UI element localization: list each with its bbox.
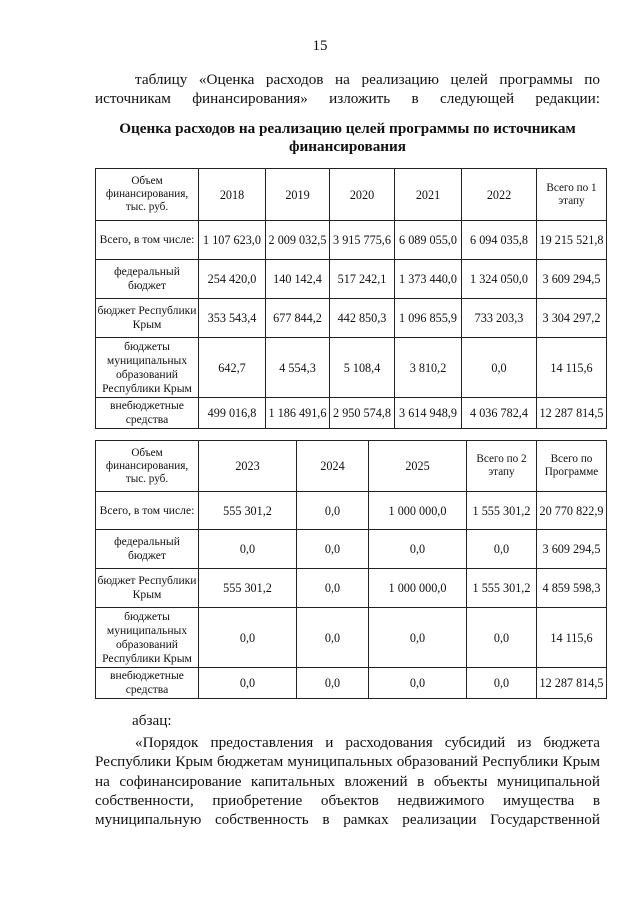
body-text: «Порядок предоставления и расходования субсидий из бюджета Республики Крым бюджетам муниципальных образований Республики Крым на софинансирование капитальных вложений в объекты муниципальной собственности, приобретение объектов недвижимого имущества в муниципальную собственность в рамках реализации Государственной (95, 734, 600, 829)
header-cell: 2018 (199, 169, 266, 221)
table-cell: 353 543,4 (199, 299, 266, 338)
row-label: федеральный бюджет (96, 530, 199, 569)
table-cell: 0,0 (297, 530, 369, 569)
table-row (96, 608, 607, 668)
table-cell: 442 850,3 (330, 299, 395, 338)
table-row (96, 338, 607, 398)
row-label: федеральный бюджет (96, 260, 199, 299)
table-cell: 0,0 (369, 608, 467, 668)
row-label: внебюджетные средства (96, 398, 199, 429)
table-cell: 254 420,0 (199, 260, 266, 299)
header-cell: 2025 (369, 441, 467, 492)
table-cell: 0,0 (297, 569, 369, 608)
header-cell: 2021 (395, 169, 462, 221)
table-row (96, 221, 607, 260)
row-label: внебюджетные средства (96, 668, 199, 699)
table-cell: 3 810,2 (395, 338, 462, 398)
table-cell: 0,0 (462, 338, 537, 398)
table-row (96, 299, 607, 338)
body-paragraph (95, 733, 600, 829)
table-cell: 1 555 301,2 (467, 492, 537, 530)
table-cell: 1 186 491,6 (266, 398, 330, 429)
table-cell: 12 287 814,5 (537, 668, 607, 699)
table-row (96, 260, 607, 299)
table-cell: 4 859 598,3 (537, 569, 607, 608)
table-cell: 4 036 782,4 (462, 398, 537, 429)
table-cell: 3 609 294,5 (537, 530, 607, 569)
financing-table-stage2 (95, 440, 607, 699)
table-cell: 0,0 (297, 668, 369, 699)
page-number: 15 (312, 38, 328, 54)
table-cell: 555 301,2 (199, 569, 297, 608)
paragraph-label: абзац: (132, 712, 172, 729)
table-cell: 2 009 032,5 (266, 221, 330, 260)
table-cell: 14 115,6 (537, 608, 607, 668)
table-cell: 14 115,6 (537, 338, 607, 398)
row-label: бюджет Республики Крым (96, 299, 199, 338)
table-cell: 5 108,4 (330, 338, 395, 398)
table-cell: 0,0 (467, 530, 537, 569)
table-cell: 4 554,3 (266, 338, 330, 398)
table-header-row (96, 169, 607, 221)
table-cell: 3 614 948,9 (395, 398, 462, 429)
table-cell: 1 000 000,0 (369, 569, 467, 608)
table-row (96, 492, 607, 530)
table-cell: 517 242,1 (330, 260, 395, 299)
table-cell: 6 094 035,8 (462, 221, 537, 260)
table-row (96, 668, 607, 699)
table-row (96, 569, 607, 608)
row-label: бюджеты муниципальных образований Республики Крым (96, 338, 199, 398)
header-cell: 2022 (462, 169, 537, 221)
table-cell: 1 555 301,2 (467, 569, 537, 608)
row-label: Всего, в том числе: (96, 221, 199, 260)
table-cell: 0,0 (297, 608, 369, 668)
header-cell: 2024 (297, 441, 369, 492)
table-cell: 0,0 (199, 668, 297, 699)
table-cell: 0,0 (467, 608, 537, 668)
row-label: бюджеты муниципальных образований Республики Крым (96, 608, 199, 668)
header-cell: Объем финансирования, тыс. руб. (96, 169, 199, 221)
table-cell: 0,0 (369, 668, 467, 699)
row-label: Всего, в том числе: (96, 492, 199, 530)
table-row (96, 530, 607, 569)
table-cell: 12 287 814,5 (537, 398, 607, 429)
table-cell: 20 770 822,9 (537, 492, 607, 530)
table-cell: 140 142,4 (266, 260, 330, 299)
table-cell: 1 096 855,9 (395, 299, 462, 338)
header-cell: Объем финансирования, тыс. руб. (96, 441, 199, 492)
header-cell: 2020 (330, 169, 395, 221)
table-cell: 0,0 (369, 530, 467, 569)
table-cell: 2 950 574,8 (330, 398, 395, 429)
header-cell: 2023 (199, 441, 297, 492)
intro-text: таблицу «Оценка расходов на реализацию целей программы по источникам финансирования» изложить в следующей редакции: (95, 71, 600, 107)
table-cell: 1 324 050,0 (462, 260, 537, 299)
intro-paragraph (95, 70, 600, 108)
table-cell: 0,0 (297, 492, 369, 530)
table-cell: 0,0 (467, 668, 537, 699)
table-cell: 1 373 440,0 (395, 260, 462, 299)
table-cell: 0,0 (199, 530, 297, 569)
table-cell: 3 304 297,2 (537, 299, 607, 338)
table-cell: 3 609 294,5 (537, 260, 607, 299)
table-cell: 19 215 521,8 (537, 221, 607, 260)
table-row (96, 398, 607, 429)
table-cell: 555 301,2 (199, 492, 297, 530)
header-cell: Всего по 2 этапу (467, 441, 537, 492)
table-cell: 499 016,8 (199, 398, 266, 429)
table-header-row (96, 441, 607, 492)
table-cell: 733 203,3 (462, 299, 537, 338)
header-cell: Всего по 1 этапу (537, 169, 607, 221)
table-title: Оценка расходов на реализацию целей программы по источникам финансирования (119, 120, 576, 155)
financing-table-stage1 (95, 168, 607, 429)
table-cell: 0,0 (199, 608, 297, 668)
table-cell: 642,7 (199, 338, 266, 398)
table-cell: 3 915 775,6 (330, 221, 395, 260)
row-label: бюджет Республики Крым (96, 569, 199, 608)
table-cell: 6 089 055,0 (395, 221, 462, 260)
header-cell: Всего по Программе (537, 441, 607, 492)
table-cell: 1 000 000,0 (369, 492, 467, 530)
table-cell: 677 844,2 (266, 299, 330, 338)
header-cell: 2019 (266, 169, 330, 221)
table-cell: 1 107 623,0 (199, 221, 266, 260)
